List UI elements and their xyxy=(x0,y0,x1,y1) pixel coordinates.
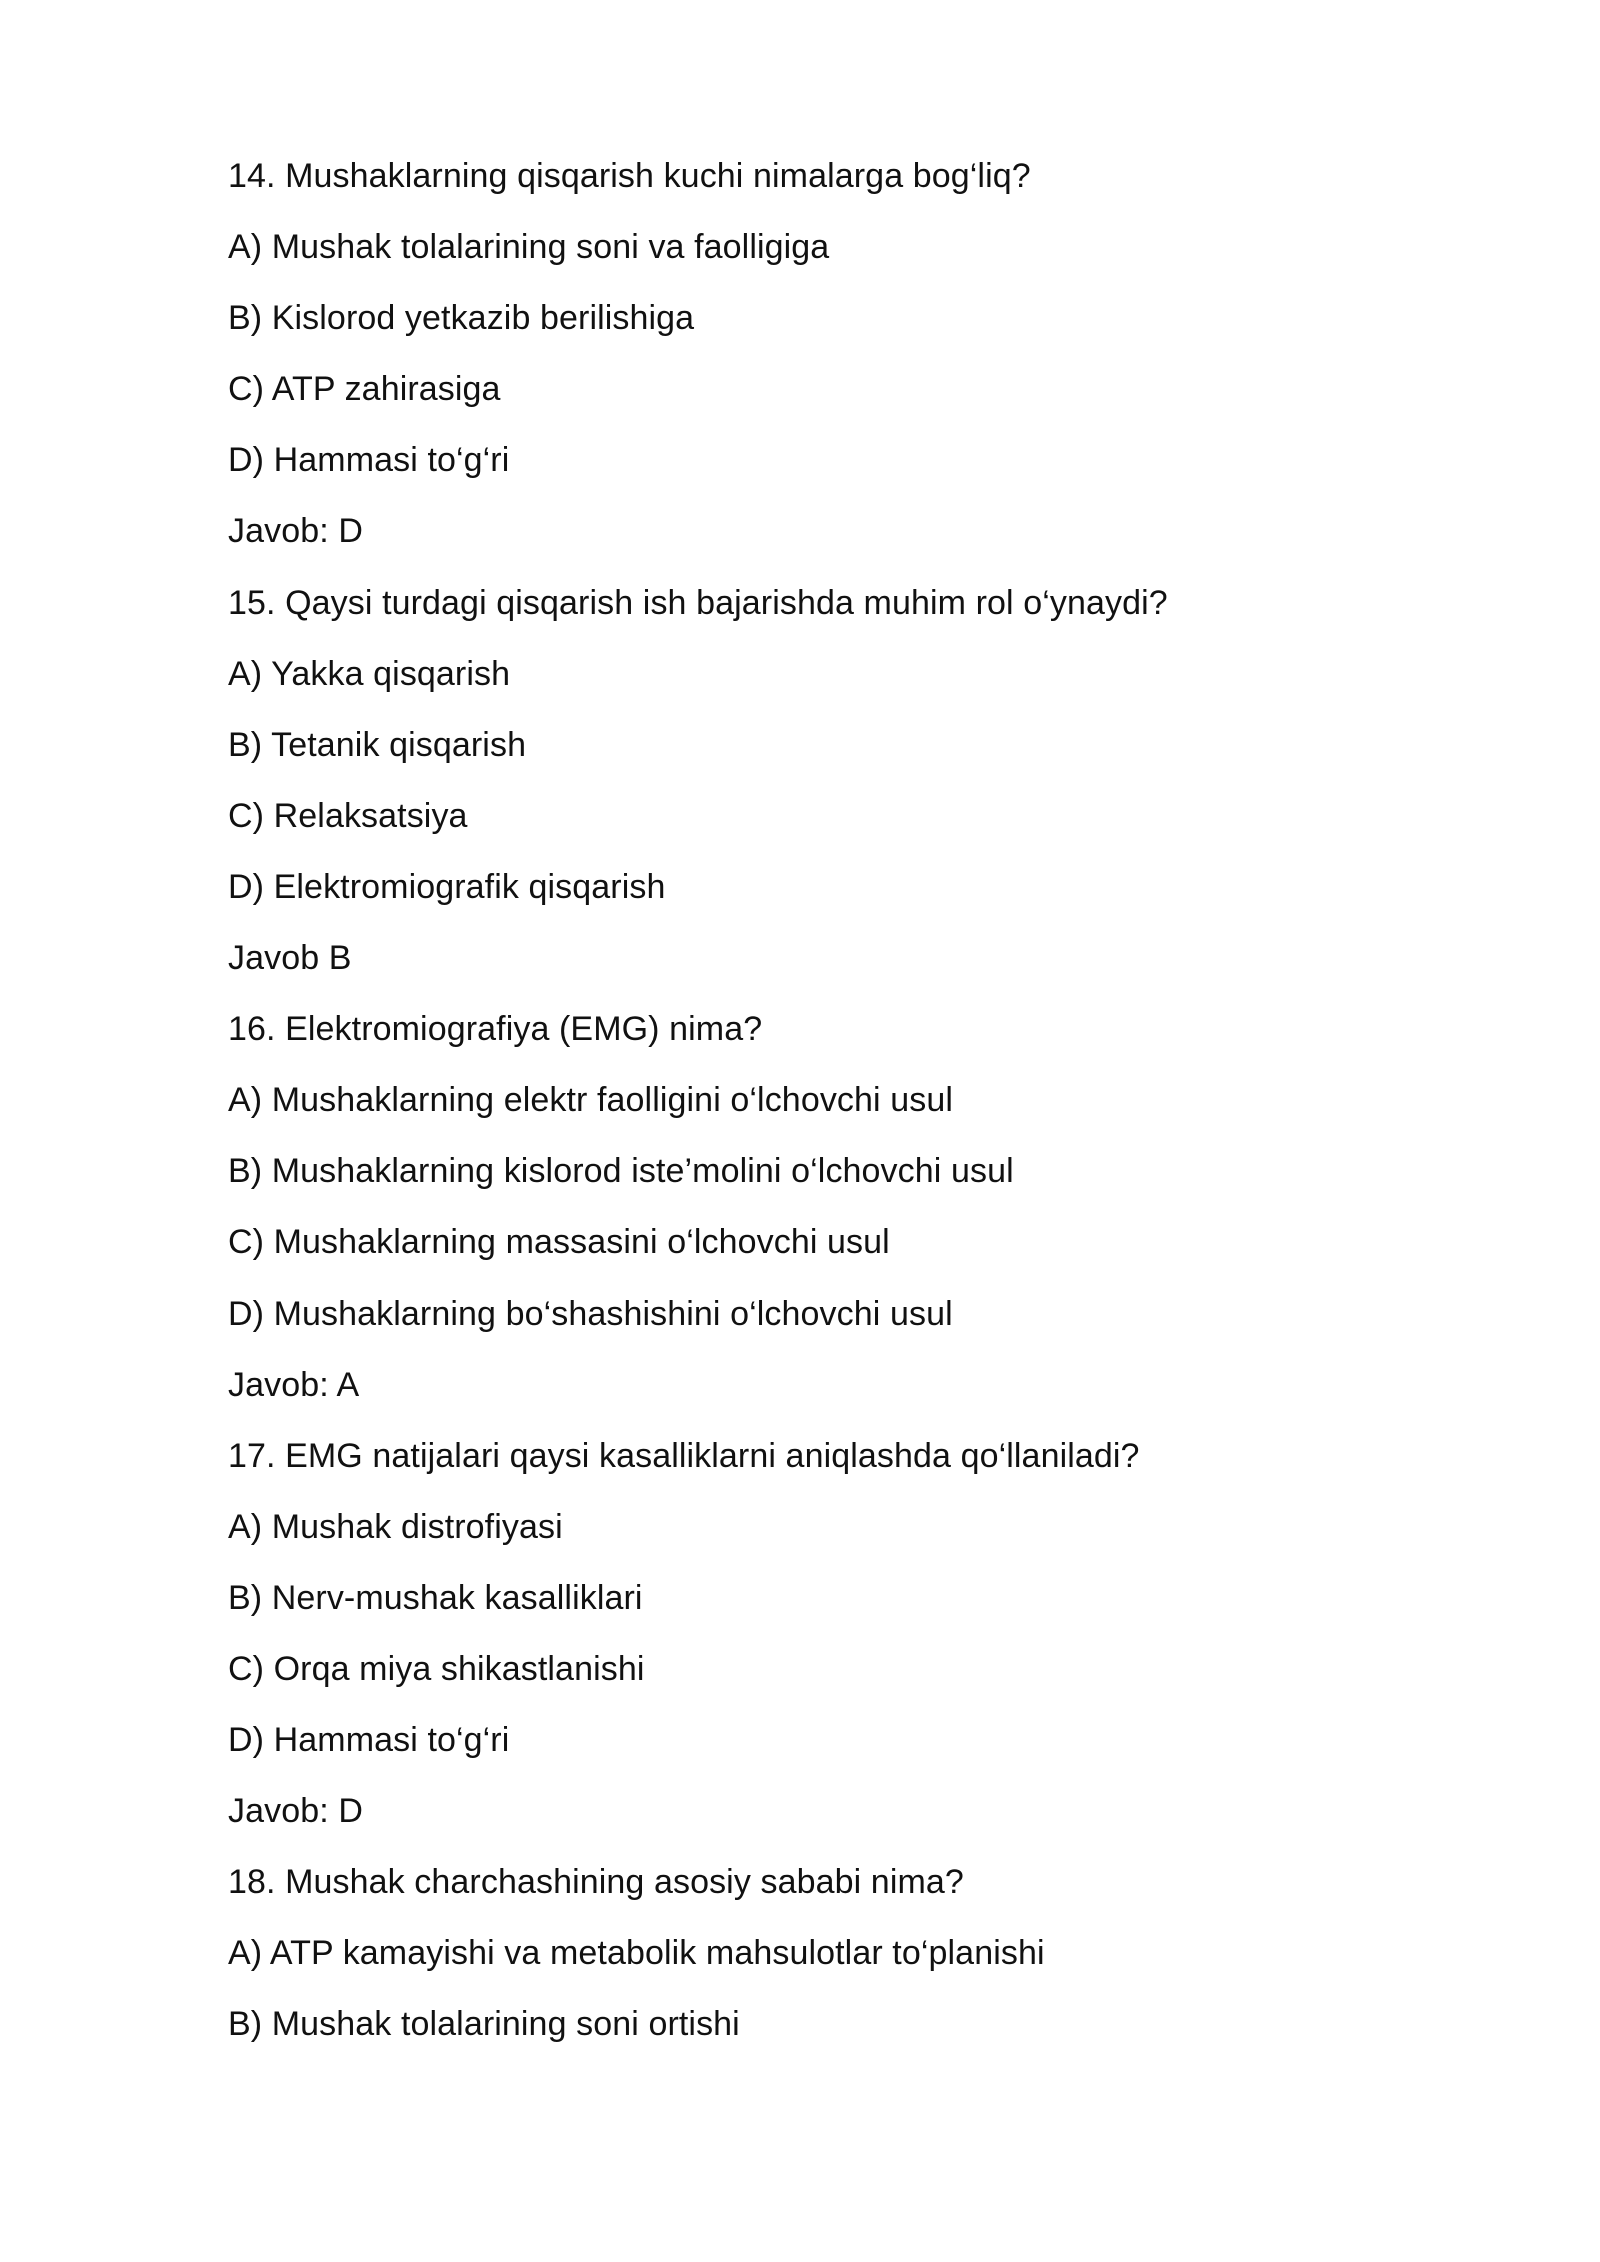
answer-option-c: C) Orqa miya shikastlanishi xyxy=(228,1649,645,1688)
answer-option-c: C) ATP zahirasiga xyxy=(228,370,501,409)
correct-answer: Javob: D xyxy=(228,512,363,551)
answer-option-d: D) Elektromiografik qisqarish xyxy=(228,867,666,906)
answer-option-b: B) Mushak tolalarining soni ortishi xyxy=(228,2005,740,2044)
question-18: 18. Mushak charchashining asosiy sababi nima? xyxy=(228,1863,964,1902)
correct-answer: Javob: A xyxy=(228,1365,360,1404)
answer-option-a: A) Mushak tolalarining soni va faolligiga xyxy=(228,228,830,267)
answer-option-b: B) Tetanik qisqarish xyxy=(228,725,527,764)
question-15: 15. Qaysi turdagi qisqarish ish bajarishda muhim rol o‘ynaydi? xyxy=(228,583,1168,622)
answer-option-c: C) Relaksatsiya xyxy=(228,796,468,835)
answer-option-d: D) Mushaklarning bo‘shashishini o‘lchovchi usul xyxy=(228,1294,953,1333)
answer-option-a: A) Mushak distrofiyasi xyxy=(228,1507,563,1546)
answer-option-d: D) Hammasi to‘g‘ri xyxy=(228,441,510,480)
correct-answer: Javob B xyxy=(228,939,352,978)
answer-option-b: B) Nerv-mushak kasalliklari xyxy=(228,1578,643,1617)
answer-option-a: A) Yakka qisqarish xyxy=(228,654,511,693)
answer-option-a: A) ATP kamayishi va metabolik mahsulotlar to‘planishi xyxy=(228,1934,1045,1973)
question-14: 14. Mushaklarning qisqarish kuchi nimalarga bog‘liq? xyxy=(228,157,1031,195)
answer-option-d: D) Hammasi to‘g‘ri xyxy=(228,1721,510,1760)
answer-option-a: A) Mushaklarning elektr faolligini o‘lchovchi usul xyxy=(228,1081,954,1120)
answer-option-c: C) Mushaklarning massasini o‘lchovchi usul xyxy=(228,1223,890,1262)
correct-answer: Javob: D xyxy=(228,1792,363,1831)
question-17: 17. EMG natijalari qaysi kasalliklarni aniqlashda qo‘llaniladi? xyxy=(228,1436,1140,1475)
document-body xyxy=(228,148,1408,2068)
question-16: 16. Elektromiografiya (EMG) nima? xyxy=(228,1010,763,1049)
answer-option-b: B) Kislorod yetkazib berilishiga xyxy=(228,299,695,338)
answer-option-b: B) Mushaklarning kislorod iste’molini o‘lchovchi usul xyxy=(228,1152,1014,1191)
